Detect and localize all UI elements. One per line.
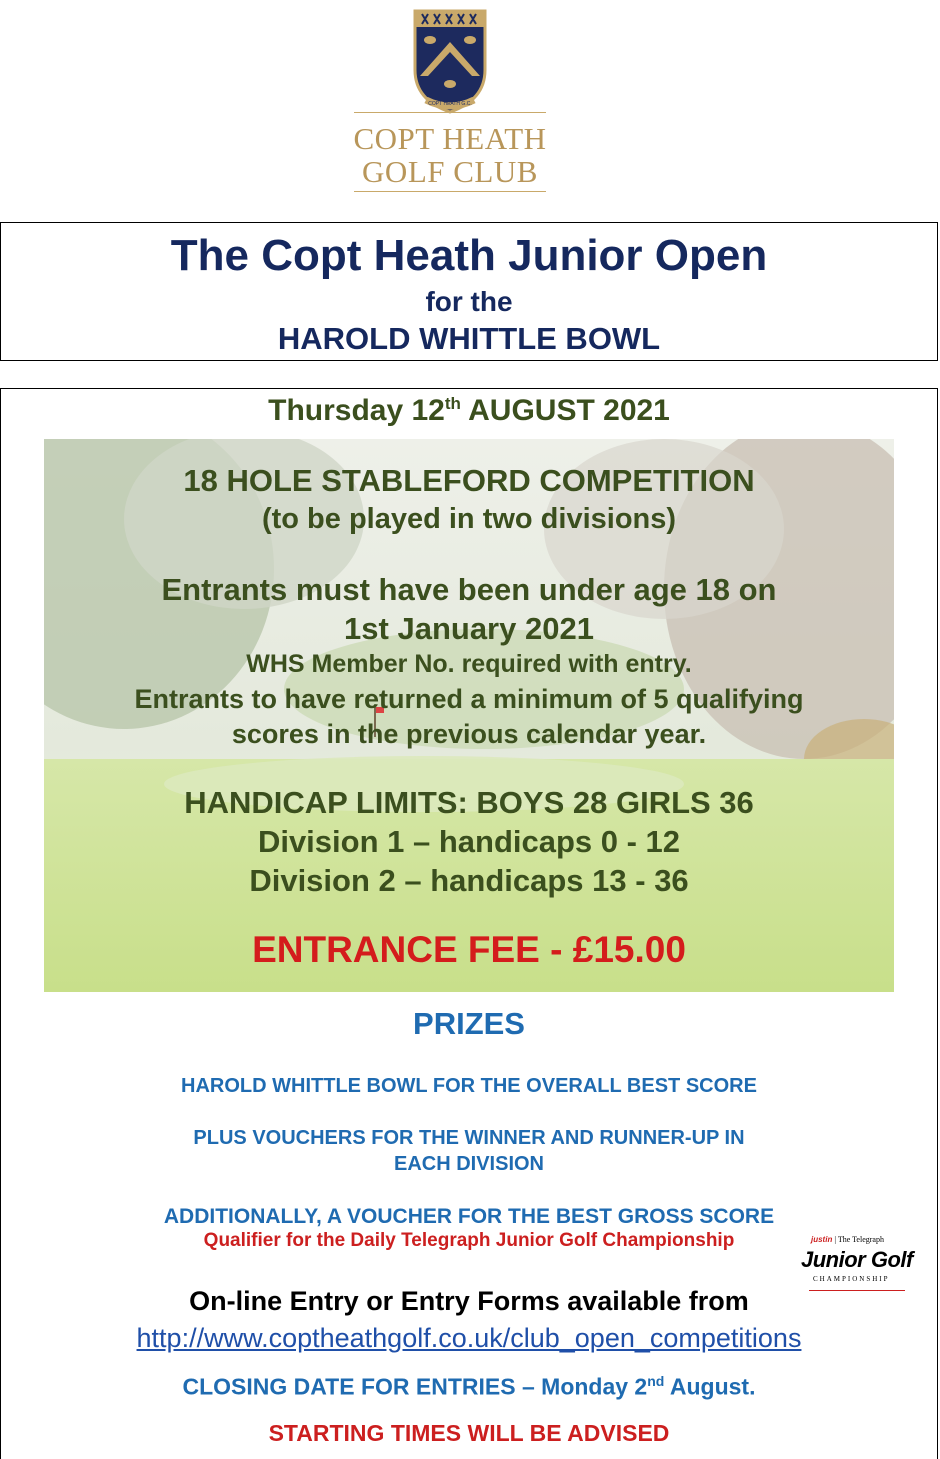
entry-link[interactable]: http://www.coptheathgolf.co.uk/club_open_competitions	[136, 1323, 802, 1353]
entrance-fee: ENTRANCE FEE - £15.00	[252, 929, 686, 970]
closing-date: CLOSING DATE FOR ENTRIES – Monday 2nd August.	[182, 1373, 756, 1400]
club-name-line1: COPT HEATH	[353, 121, 547, 156]
qualifier-note: Qualifier for the Daily Telegraph Junior Golf Championship	[203, 1230, 735, 1251]
event-title: The Copt Heath Junior Open	[170, 231, 768, 280]
prize-vouchers-line1: PLUS VOUCHERS FOR THE WINNER AND RUNNER-UP IN	[193, 1127, 745, 1149]
qualifying-scores-line2: scores in the previous calendar year.	[231, 719, 707, 749]
crest-motto: COPT HEATH G.C.	[428, 101, 472, 107]
club-logo	[340, 8, 560, 188]
competition-format: 18 HOLE STABLEFORD COMPETITION	[183, 463, 755, 498]
logo-rule-bottom	[354, 191, 546, 192]
crest-icon	[412, 8, 488, 116]
details-box	[0, 388, 938, 1459]
event-date: Thursday 12th AUGUST 2021	[268, 394, 670, 427]
prize-overall: HAROLD WHITTLE BOWL FOR THE OVERALL BEST SCORE	[181, 1075, 757, 1097]
sponsor-brands: justin | The Telegraph	[811, 1235, 884, 1244]
whs-requirement: WHS Member No. required with entry.	[246, 650, 692, 678]
entry-info: On-line Entry or Entry Forms available from	[189, 1286, 749, 1316]
prize-vouchers-line2: EACH DIVISION	[393, 1153, 545, 1175]
golf-course-photo	[44, 439, 894, 992]
qualifying-scores-line1: Entrants to have returned a minimum of 5 qualifying	[134, 684, 804, 714]
sponsor-subtitle: CHAMPIONSHIP	[813, 1275, 890, 1283]
age-eligibility-line1: Entrants must have been under age 18 on	[161, 572, 777, 607]
club-name-line2: GOLF CLUB	[362, 154, 538, 189]
handicap-limits: HANDICAP LIMITS: BOYS 28 GIRLS 36	[184, 785, 754, 820]
trophy-name: HAROLD WHITTLE BOWL	[277, 321, 661, 356]
sponsor-name: Junior Golf	[801, 1247, 913, 1272]
divisions-note: (to be played in two divisions)	[261, 503, 677, 535]
logo-rule-top	[354, 112, 546, 113]
prizes-heading: PRIZES	[413, 1006, 525, 1041]
starting-times-note: STARTING TIMES WILL BE ADVISED	[268, 1420, 670, 1446]
division-1: Division 1 – handicaps 0 - 12	[257, 824, 681, 859]
division-2: Division 2 – handicaps 13 - 36	[249, 863, 689, 898]
title-box	[0, 222, 938, 361]
event-subtitle: for the	[425, 286, 513, 317]
age-eligibility-line2: 1st January 2021	[344, 611, 594, 646]
prize-gross: ADDITIONALLY, A VOUCHER FOR THE BEST GROSS SCORE	[163, 1205, 775, 1228]
